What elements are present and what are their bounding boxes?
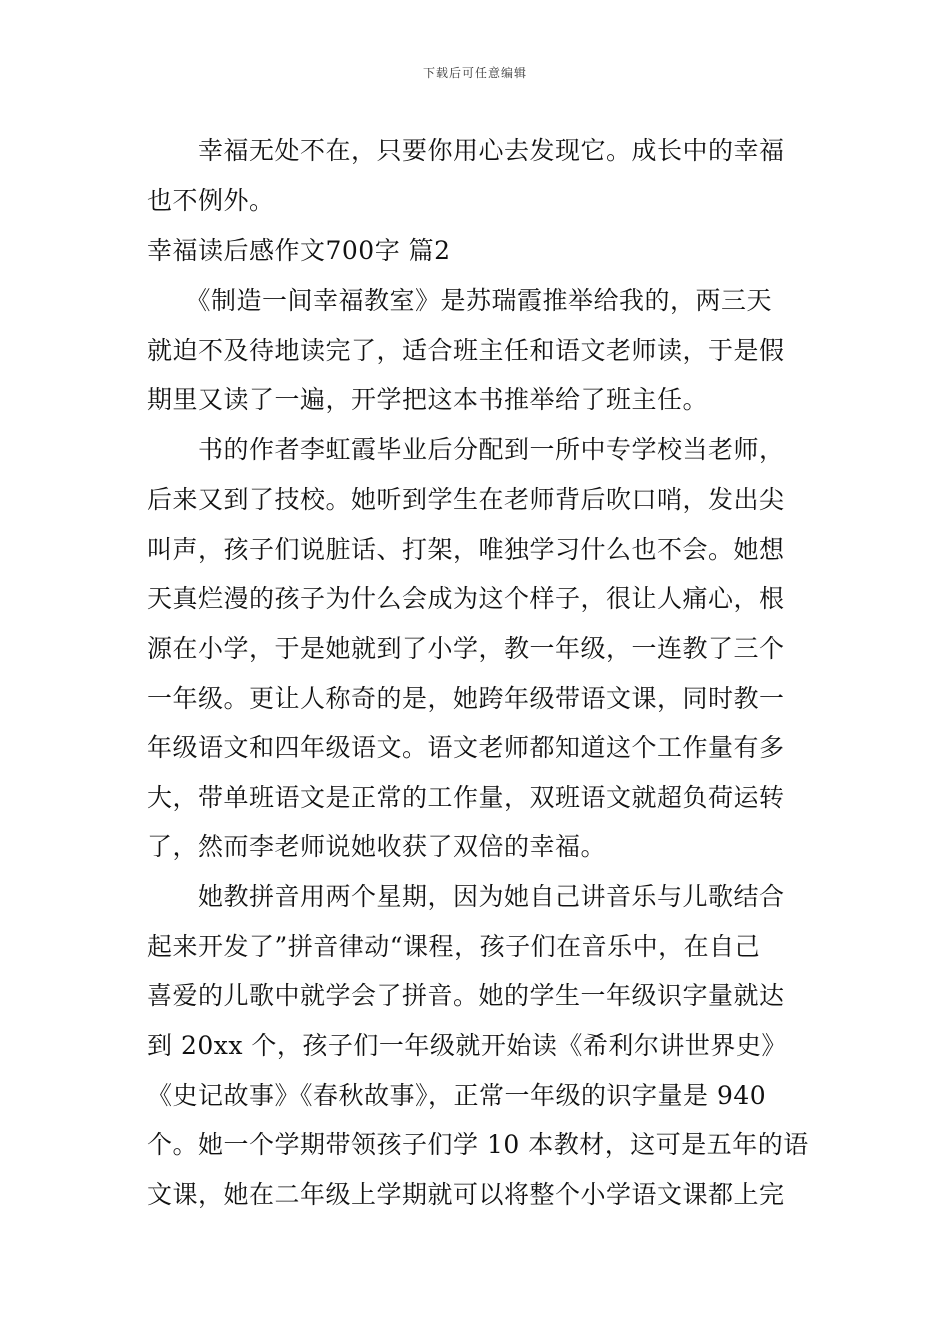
text-line: 她教拼音用两个星期，因为她自己讲音乐与儿歌结合 [147,882,785,911]
text-line: 到 20xx 个，孩子们一年级就开始读《希利尔讲世界史》 [147,1031,787,1060]
text-line: 一年级。更让人称奇的是，她跨年级带语文课，同时教一 [147,684,785,713]
text-line: 天真烂漫的孩子为什么会成为这个样子，很让人痛心，根 [147,584,785,613]
text-line: 就迫不及待地读完了，适合班主任和语文老师读，于是假 [147,336,785,365]
text-line: 了，然而李老师说她收获了双倍的幸福。 [147,832,607,861]
text-line: 叫声，孩子们说脏话、打架，唯独学习什么也不会。她想 [147,535,785,564]
text-line: 源在小学，于是她就到了小学，教一年级，一连教了三个 [147,634,785,663]
text-line: 也不例外。 [147,186,275,215]
text-line: 年级语文和四年级语文。语文老师都知道这个工作量有多 [147,733,785,762]
text-line: 期里又读了一遍，开学把这本书推举给了班主任。 [147,385,709,414]
text-line: 文课，她在二年级上学期就可以将整个小学语文课都上完 [147,1180,785,1209]
text-line: 幸福无处不在，只要你用心去发现它。成长中的幸福 [147,136,785,165]
text-line: 喜爱的儿歌中就学会了拼音。她的学生一年级识字量就达 [147,981,785,1010]
text-line: 书的作者李虹霞毕业后分配到一所中专学校当老师， [147,435,785,464]
text-line: 起来开发了”拼音律动“课程，孩子们在音乐中，在自己 [147,932,761,961]
text-line: 后来又到了技校。她听到学生在老师背后吹口哨，发出尖 [147,485,785,514]
text-line: 《史记故事》《春秋故事》，正常一年级的识字量是 940 [147,1081,767,1110]
text-line: 个。她一个学期带领孩子们学 10 本教材，这可是五年的语 [147,1130,809,1159]
page-header: 下载后可任意编辑 [422,66,527,80]
text-line: 《制造一间幸福教室》是苏瑞霞推举给我的，两三天 [147,286,773,315]
text-line: 大，带单班语文是正常的工作量，双班语文就超负荷运转 [147,783,785,812]
section-heading: 幸福读后感作文700字 篇2 [147,236,451,265]
